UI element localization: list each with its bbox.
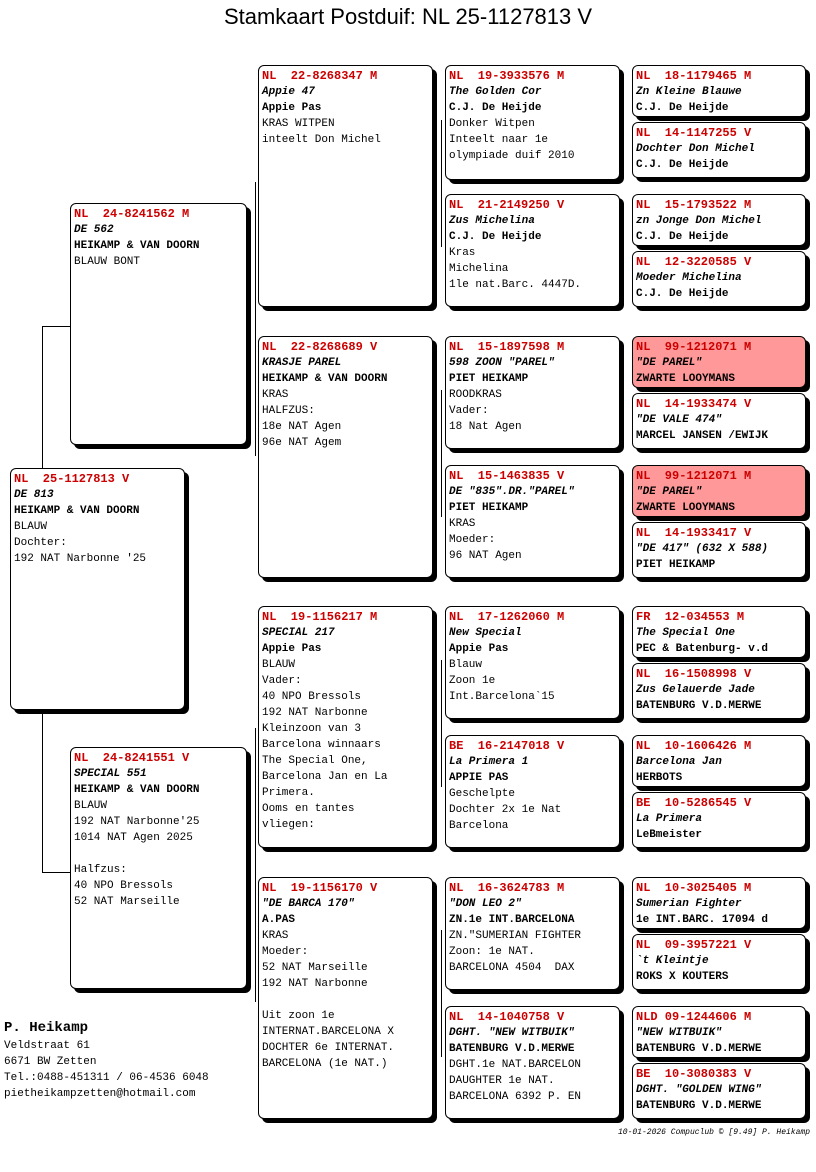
pigeon-card-g5-15[interactable] [632, 1006, 806, 1058]
breeder: MARCEL JANSEN /EWIJK [636, 430, 769, 442]
pigeon-name: The Special One [636, 627, 736, 639]
info-line: BLAUW [262, 659, 296, 671]
info-line: olympiade duif 2010 [449, 150, 575, 162]
info-line: Uit zoon 1e [262, 1010, 335, 1022]
info-line: 192 NAT Narbonne '25 [14, 553, 147, 565]
pigeon-name: DGHT. "NEW WITBUIK" [449, 1027, 575, 1039]
pigeon-name: DE 813 [14, 489, 54, 501]
info-line: Int.Barcelona`15 [449, 691, 555, 703]
pigeon-card-subject[interactable] [10, 468, 185, 710]
owner-phone: Tel.:0488-451311 / 06-4536 6048 [4, 1072, 209, 1084]
info-line: 18e NAT Agen [262, 421, 342, 433]
pigeon-name: Sumerian Fighter [636, 898, 742, 910]
breeder: ZWARTE LOOYMANS [636, 502, 736, 514]
info-line: 52 NAT Marseille [74, 896, 180, 908]
info-line: Dochter 2x 1e Nat [449, 804, 562, 816]
pigeon-card-ggp3[interactable] [445, 336, 620, 449]
pigeon-card-dam[interactable] [70, 747, 247, 989]
ring-number: NL 19-1156170 V [262, 881, 378, 895]
info-line: Zoon 1e [449, 675, 496, 687]
pigeon-card-g5-6[interactable] [632, 393, 806, 449]
pigeon-card-g5-1[interactable] [632, 65, 806, 117]
info-line: 40 NPO Bressols [74, 880, 174, 892]
info-line: Moeder: [262, 946, 309, 958]
breeder: PEC & Batenburg- v.d [636, 643, 769, 655]
info-line: KRAS WITPEN [262, 118, 335, 130]
ring-number: NL 17-1262060 M [449, 610, 565, 624]
info-line: 96e NAT Agem [262, 437, 342, 449]
owner-city: 6671 BW Zetten [4, 1056, 97, 1068]
ring-number: FR 12-034553 M [636, 610, 745, 624]
info-line: Kleinzoon van 3 [262, 723, 362, 735]
ring-number: NL 12-3220585 V [636, 255, 752, 269]
pigeon-name: DE 562 [74, 224, 114, 236]
pigeon-name: "DON LEO 2" [449, 898, 522, 910]
info-line: vliegen: [262, 819, 315, 831]
breeder: Appie Pas [262, 102, 322, 114]
ring-number: NL 15-1463835 V [449, 469, 565, 483]
breeder: BATENBURG V.D.MERWE [636, 1043, 762, 1055]
pigeon-name: "DE PAREL" [636, 486, 703, 498]
pigeon-name: Appie 47 [262, 86, 315, 98]
pigeon-name: Zus Michelina [449, 215, 535, 227]
pigeon-card-ggp4[interactable] [445, 465, 620, 578]
breeder: APPIE PAS [449, 772, 509, 784]
info-line: DAUGHTER 1e NAT. [449, 1075, 555, 1087]
info-line: Barcelona winnaars [262, 739, 381, 751]
ring-number: NL 22-8268347 M [262, 69, 378, 83]
info-line: HALFZUS: [262, 405, 315, 417]
ring-number: BE 10-3080383 V [636, 1067, 752, 1081]
connector [42, 326, 43, 469]
info-line: inteelt Don Michel [262, 134, 381, 146]
info-line: Primera. [262, 787, 315, 799]
pigeon-card-g5-8[interactable] [632, 522, 806, 578]
owner-street: Veldstraat 61 [4, 1040, 90, 1052]
ring-number: NL 24-8241562 M [74, 207, 190, 221]
pigeon-card-ggp7[interactable] [445, 877, 620, 990]
page-title: Stamkaart Postduif: NL 25-1127813 V [223, 4, 593, 29]
breeder: Appie Pas [262, 643, 322, 655]
ring-number: NL 22-8268689 V [262, 340, 378, 354]
breeder: A.PAS [262, 914, 296, 926]
info-line: Geschelpte [449, 788, 516, 800]
pigeon-name: La Primera 1 [449, 756, 529, 768]
breeder: C.J. De Heijde [636, 288, 729, 300]
pigeon-card-sire[interactable] [70, 203, 247, 445]
info-line: Donker Witpen [449, 118, 535, 130]
info-line: 18 Nat Agen [449, 421, 522, 433]
pigeon-name: 598 ZOON "PAREL" [449, 357, 555, 369]
breeder: C.J. De Heijde [449, 102, 542, 114]
connector [441, 390, 442, 517]
pigeon-card-ggp8[interactable] [445, 1006, 620, 1119]
breeder: ZN.1e INT.BARCELONA [449, 914, 575, 926]
breeder: C.J. De Heijde [636, 102, 729, 114]
info-line: The Special One, [262, 755, 368, 767]
ring-number: NL 10-1606426 M [636, 739, 752, 753]
pigeon-card-g5-16[interactable] [632, 1063, 806, 1119]
ring-number: NL 16-3624783 M [449, 881, 565, 895]
pigeon-name: zn Jonge Don Michel [636, 215, 762, 227]
info-line [74, 846, 243, 862]
connector [42, 872, 70, 873]
pigeon-card-g5-12[interactable] [632, 792, 806, 848]
breeder: C.J. De Heijde [636, 231, 729, 243]
info-line: BLAUW [74, 800, 108, 812]
breeder: PIET HEIKAMP [636, 559, 716, 571]
pigeon-name: The Golden Cor [449, 86, 542, 98]
breeder: LeBmeister [636, 829, 703, 841]
breeder: PIET HEIKAMP [449, 373, 529, 385]
footer-credit: 10-01-2026 Compuclub © [9.49] P. Heikamp [617, 1128, 810, 1137]
connector [42, 708, 43, 872]
pigeon-name: DE "835".DR."PAREL" [449, 486, 575, 498]
pigeon-name: "NEW WITBUIK" [636, 1027, 722, 1039]
info-line: Moeder: [449, 534, 496, 546]
info-line: Inteelt naar 1e [449, 134, 549, 146]
ring-number: NL 14-1147255 V [636, 126, 752, 140]
pigeon-name: "DE PAREL" [636, 357, 703, 369]
breeder: ROKS X KOUTERS [636, 971, 729, 983]
ring-number: NLD 09-1244606 M [636, 1010, 752, 1024]
pigeon-name: New Special [449, 627, 522, 639]
pigeon-card-ggp2[interactable] [445, 194, 620, 307]
info-line: 192 NAT Narbonne [262, 978, 368, 990]
ring-number: NL 09-3957221 V [636, 938, 752, 952]
pigeon-card-gp4[interactable] [258, 877, 433, 1119]
pigeon-card-g5-3[interactable] [632, 194, 806, 246]
ring-number: NL 99-1212071 M [636, 340, 752, 354]
pigeon-card-gp3[interactable] [258, 606, 433, 848]
ring-number: NL 15-1897598 M [449, 340, 565, 354]
breeder: ZWARTE LOOYMANS [636, 373, 736, 385]
pigeon-name: "DE VALE 474" [636, 414, 722, 426]
pigeon-card-ggp5[interactable] [445, 606, 620, 719]
pigeon-name: "DE 417" (632 X 588) [636, 543, 769, 555]
connector [255, 728, 256, 1002]
ring-number: NL 99-1212071 M [636, 469, 752, 483]
pigeon-card-g5-10[interactable] [632, 663, 806, 719]
breeder: HERBOTS [636, 772, 683, 784]
breeder: Appie Pas [449, 643, 509, 655]
ring-number: NL 14-1933417 V [636, 526, 752, 540]
pigeon-name: SPECIAL 551 [74, 768, 147, 780]
breeder: HEIKAMP & VAN DOORN [74, 240, 200, 252]
pigeon-name: "DE BARCA 170" [262, 898, 355, 910]
ring-number: NL 25-1127813 V [14, 472, 130, 486]
pigeon-card-g5-7[interactable] [632, 465, 806, 517]
pigeon-card-g5-14[interactable] [632, 934, 806, 990]
ring-number: NL 19-3933576 M [449, 69, 565, 83]
info-line: DGHT.1e NAT.BARCELON [449, 1059, 582, 1071]
pigeon-name: Zus Gelauerde Jade [636, 684, 755, 696]
info-line: 40 NPO Bressols [262, 691, 362, 703]
ring-number: NL 14-1040758 V [449, 1010, 565, 1024]
breeder: HEIKAMP & VAN DOORN [74, 784, 200, 796]
pigeon-card-g5-9[interactable] [632, 606, 806, 658]
info-line: INTERNAT.BARCELONA X [262, 1026, 395, 1038]
info-line: Barcelona [449, 820, 509, 832]
info-line: Kras [449, 247, 476, 259]
info-line: Vader: [262, 675, 302, 687]
info-line: BARCELONA (1e NAT.) [262, 1058, 388, 1070]
pigeon-name: Dochter Don Michel [636, 143, 755, 155]
info-line: Ooms en tantes [262, 803, 355, 815]
ring-number: NL 10-3025405 M [636, 881, 752, 895]
info-line: DOCHTER 6e INTERNAT. [262, 1042, 395, 1054]
info-line: ROODKRAS [449, 389, 502, 401]
info-line: Dochter: [14, 537, 67, 549]
ring-number: NL 14-1933474 V [636, 397, 752, 411]
ring-number: NL 18-1179465 M [636, 69, 752, 83]
pigeon-name: La Primera [636, 813, 703, 825]
ring-number: BE 16-2147018 V [449, 739, 565, 753]
info-line: 192 NAT Narbonne'25 [74, 816, 200, 828]
pigeon-name: SPECIAL 217 [262, 627, 335, 639]
info-line: Michelina [449, 263, 509, 275]
connector [441, 120, 442, 247]
info-line: Halfzus: [74, 864, 127, 876]
ring-number: NL 15-1793522 M [636, 198, 752, 212]
pigeon-card-gp2[interactable] [258, 336, 433, 578]
info-line: KRAS [262, 389, 289, 401]
connector [441, 660, 442, 787]
ring-number: BE 10-5286545 V [636, 796, 752, 810]
info-line: Zoon: 1e NAT. [449, 946, 535, 958]
connector [441, 930, 442, 1057]
ring-number: NL 19-1156217 M [262, 610, 378, 624]
owner-name: P. Heikamp [4, 1020, 89, 1036]
info-line: Vader: [449, 405, 489, 417]
info-line: Blauw [449, 659, 483, 671]
connector [255, 182, 256, 456]
breeder: C.J. De Heijde [636, 159, 729, 171]
info-line: Barcelona Jan en La [262, 771, 388, 783]
pigeon-card-g5-13[interactable] [632, 877, 806, 929]
pigeon-name: DGHT. "GOLDEN WING" [636, 1084, 762, 1096]
info-line: KRAS [449, 518, 476, 530]
breeder: BATENBURG V.D.MERWE [636, 1100, 762, 1112]
info-line: 96 NAT Agen [449, 550, 522, 562]
breeder: PIET HEIKAMP [449, 502, 529, 514]
info-line: 1014 NAT Agen 2025 [74, 832, 193, 844]
pigeon-card-gp1[interactable] [258, 65, 433, 307]
ring-number: NL 21-2149250 V [449, 198, 565, 212]
breeder: HEIKAMP & VAN DOORN [14, 505, 140, 517]
breeder: HEIKAMP & VAN DOORN [262, 373, 388, 385]
breeder: BATENBURG V.D.MERWE [636, 700, 762, 712]
ring-number: NL 24-8241551 V [74, 751, 190, 765]
pigeon-card-ggp1[interactable] [445, 65, 620, 180]
info-line: BLAUW BONT [74, 256, 141, 268]
breeder: C.J. De Heijde [449, 231, 542, 243]
info-line: 52 NAT Marseille [262, 962, 368, 974]
info-line: ZN."SUMERIAN FIGHTER [449, 930, 582, 942]
info-line: BARCELONA 4504 DAX [449, 962, 575, 974]
pigeon-name: Barcelona Jan [636, 756, 722, 768]
pigeon-name: Moeder Michelina [636, 272, 742, 284]
breeder: BATENBURG V.D.MERWE [449, 1043, 575, 1055]
pigeon-card-g5-2[interactable] [632, 122, 806, 178]
owner-email[interactable]: pietheikampzetten@hotmail.com [4, 1088, 196, 1100]
pigeon-card-g5-11[interactable] [632, 735, 806, 787]
pigeon-card-g5-4[interactable] [632, 251, 806, 307]
info-line: 1le nat.Barc. 4447D. [449, 279, 582, 291]
pigeon-name: `t Kleintje [636, 955, 709, 967]
info-line: BLAUW [14, 521, 48, 533]
ring-number: NL 16-1508998 V [636, 667, 752, 681]
owner-block [4, 1018, 209, 1102]
info-line: KRAS [262, 930, 289, 942]
pigeon-name: Zn Kleine Blauwe [636, 86, 742, 98]
connector [42, 326, 70, 327]
info-line: BARCELONA 6392 P. EN [449, 1091, 582, 1103]
info-line: 192 NAT Narbonne [262, 707, 368, 719]
pigeon-card-g5-5[interactable] [632, 336, 806, 388]
pigeon-card-ggp6[interactable] [445, 735, 620, 848]
info-line [262, 992, 429, 1008]
pigeon-name: KRASJE PAREL [262, 357, 342, 369]
breeder: 1e INT.BARC. 17094 d [636, 914, 769, 926]
